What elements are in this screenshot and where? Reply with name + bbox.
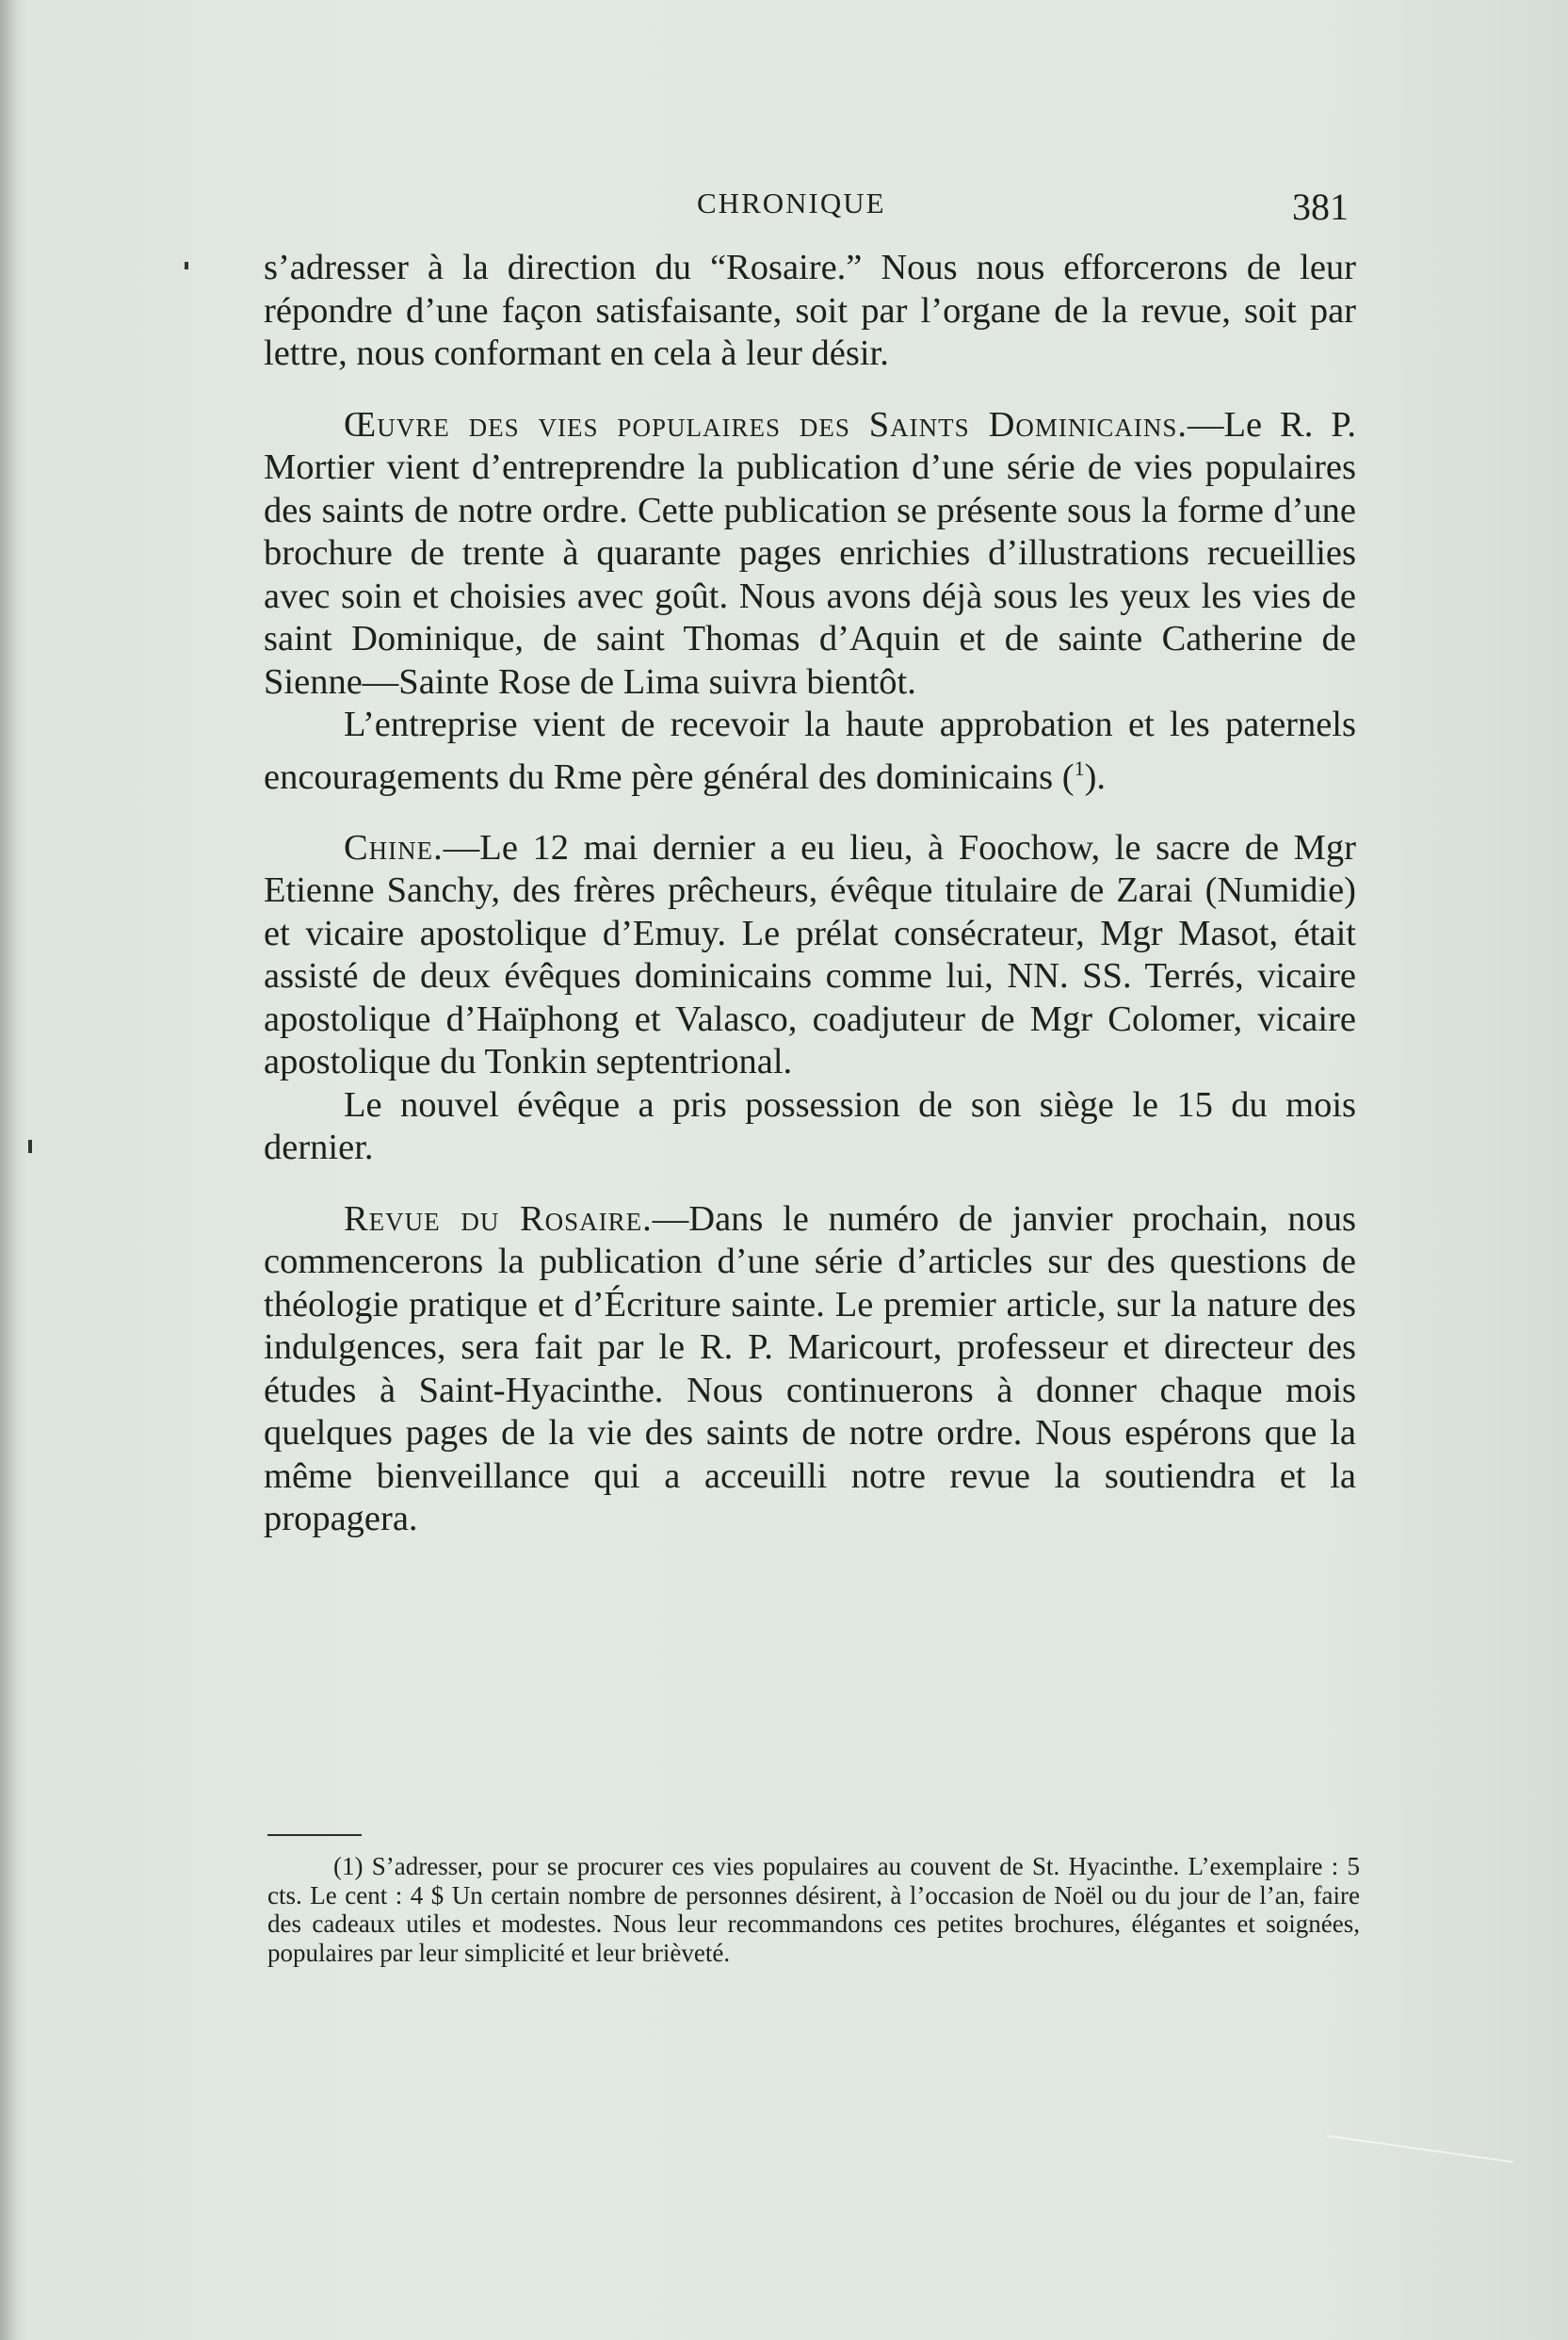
paragraph-entreprise-end: ). <box>1084 756 1107 797</box>
paragraph-revue <box>264 1198 1356 1541</box>
footnote-reference: 1 <box>1074 756 1085 780</box>
margin-mark <box>185 262 188 269</box>
section-heading-chine: Chine. <box>344 827 444 868</box>
section-heading-revue: Revue du Rosaire. <box>344 1198 653 1239</box>
paragraph-continuation: s’adresser à la direction du “Rosaire.” Nous nous efforcerons de leur répondre d’une façon satisfaisante, soit par l’organe de la revue, soit par lettre, nous conformant en cela à leur désir. <box>264 248 1356 373</box>
paragraph-chine <box>264 827 1356 1084</box>
page-binding-edge <box>0 0 17 2340</box>
paragraph-eveque: Le nouvel évêque a pris possession de son siège le 15 du mois dernier. <box>264 1084 1356 1168</box>
body-text <box>264 247 1356 1541</box>
page-crease <box>1321 2135 1513 2200</box>
page-number: 381 <box>1292 186 1349 228</box>
paragraph-entreprise-text: L’entreprise vient de recevoir la haute approbation et les paternels encouragements du Rme père général des dominicains ( <box>264 705 1356 797</box>
paragraph-entreprise <box>264 704 1356 799</box>
paragraph-oeuvre <box>264 404 1356 705</box>
margin-mark <box>28 1140 32 1153</box>
paragraph-oeuvre-text: —Le R. P. Mortier vient d’entreprendre la publication d’une série de vies populaires des saints de notre ordre. Cette publication se présente sous la forme d’une brochure de trente à quarante pages enrichies d’illustrations recueillies avec soin et choisies avec goût. Nous avons déjà sous les yeux les vies de saint Dominique, de saint Thomas d’Aquin et de sainte Catherine de Sienne—Sainte Rose de Lima suivra bientôt. <box>264 404 1356 702</box>
paragraph-revue-text: —Dans le numéro de janvier prochain, nous commencerons la publication d’une série d’articles sur des questions de théologie pratique et d’Écriture sainte. Le premier article, sur la nature des indulgences, sera fait par le R. P. Maricourt, professeur et directeur des études à Saint-Hyacinthe. Nous continuerons à donner chaque mois quelques pages de la vie des saints de notre ordre. Nous espérons que la même bienveillance qui a acceuilli notre revue la soutiendra et la propagera. <box>264 1198 1357 1539</box>
section-heading-oeuvre: Œuvre des vies populaires des Saints Dominicains. <box>344 404 1188 445</box>
running-title: CHRONIQUE <box>697 187 886 219</box>
paragraph-chine-text: —Le 12 mai dernier a eu lieu, à Foochow, le sacre de Mgr Etienne Sanchy, des frères prêcheurs, évêque titulaire de Zarai (Numidie) et vicaire apostolique d’Emuy. Le prélat consécrateur, Mgr Masot, était assisté de deux évêques dominicains comme lui, NN. SS. Terrés, vicaire apostolique d’Haïphong et Valasco, coadjuteur de Mgr Colomer, vicaire apostolique du Tonkin septentrional. <box>264 827 1356 1082</box>
footnote: (1) S’adresser, pour se procurer ces vies populaires au couvent de St. Hyacinthe. L’exemplaire : 5 cts. Le cent : 4 $ Un certain nombre de personnes désirent, à l’occasion de Noël ou du jour de l’an, faire des cadeaux utiles et modestes. Nous leur recommandons ces petites brochures, élégantes et soignées, populaires par leur simplicité et leur brièveté. <box>267 1852 1360 1967</box>
footnote-rule <box>267 1834 362 1836</box>
